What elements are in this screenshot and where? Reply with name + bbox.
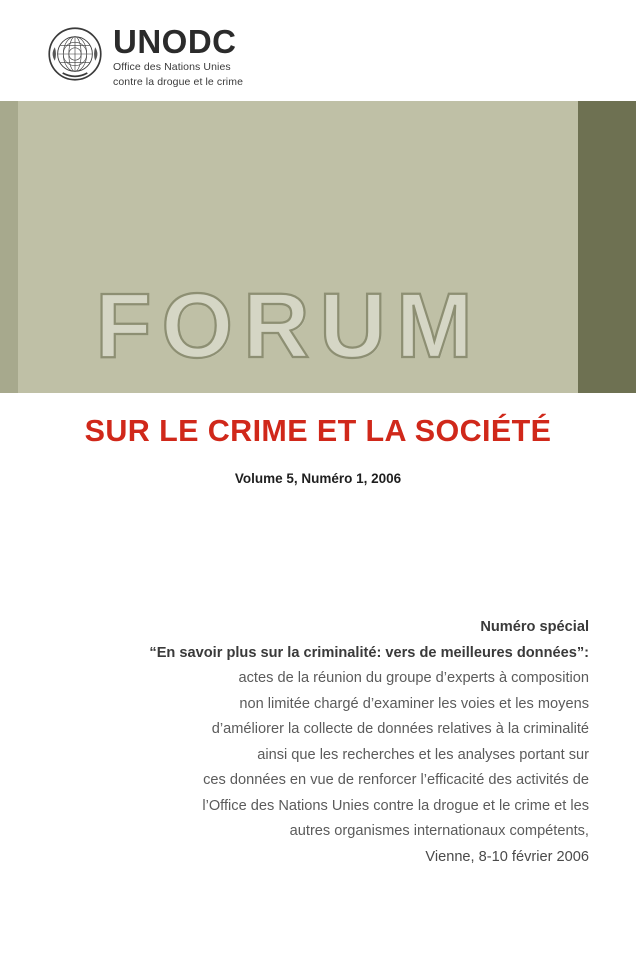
special-issue-block <box>59 615 589 870</box>
olive-panel-right-stripe <box>578 101 636 393</box>
unodc-acronym: UNODC <box>113 23 237 60</box>
special-issue-desc-line: l’Office des Nations Unies contre la drogue et le crime et les <box>202 797 589 814</box>
special-issue-desc-line: non limitée chargé d’examiner les voies et les moyens <box>239 695 589 712</box>
un-emblem-icon <box>47 26 103 82</box>
forum-wordmark: FORUM <box>95 275 483 377</box>
special-issue-desc-line: actes de la réunion du groupe d’experts à composition <box>238 670 589 686</box>
volume-issue-line: Volume 5, Numéro 1, 2006 <box>234 471 402 486</box>
special-issue-desc-line: autres organismes internationaux compétents, <box>289 823 589 839</box>
unodc-name-line1: Office des Nations Unies <box>113 61 231 73</box>
page-title: SUR LE CRIME ET LA SOCIÉTÉ <box>84 414 552 448</box>
header-band <box>0 0 636 101</box>
special-issue-label: Numéro spécial <box>480 619 589 635</box>
special-issue-desc-line: ainsi que les recherches et les analyses portant sur <box>257 746 589 763</box>
title-area <box>0 393 636 960</box>
special-issue-desc-line: d’améliorer la collecte de données relatives à la criminalité <box>211 721 589 737</box>
unodc-name-line2: contre la drogue et le crime <box>113 75 244 88</box>
special-issue-title: “En savoir plus sur la criminalité: vers de meilleures données”: <box>149 644 589 661</box>
special-issue-place-date: Vienne, 8-10 février 2006 <box>425 848 589 865</box>
unodc-logo <box>47 24 243 88</box>
unodc-logo-text <box>113 24 243 88</box>
special-issue-desc-line: ces données en vue de renforcer l’efficacité des activités de <box>203 772 589 788</box>
